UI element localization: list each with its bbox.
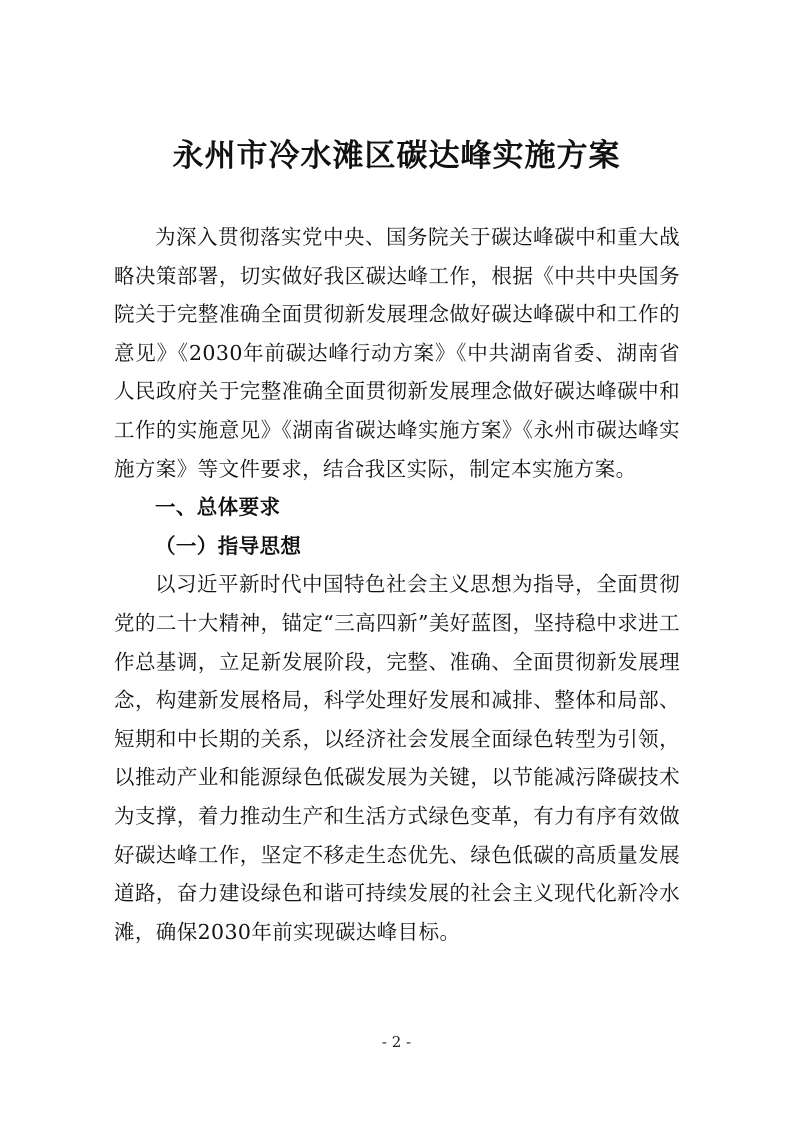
document-title: 永州市冷水滩区碳达峰实施方案 — [172, 138, 621, 174]
section-heading-overall-requirements: 一、总体要求 — [155, 495, 281, 520]
guiding-ideology-paragraph: 以习近平新时代中国特色社会主义思想为指导，全面贯彻党的二十大精神，锚定“三高四新”美好蓝图，坚持稳中求进工作总基调，立足新发展阶段，完整、准确、全面贯彻新发展理念，构建新发展格局，科学处理好发展和减排、整体和局部、短期和中长期的关系，以经济社会发展全面绿色转型为引领，以推动产业和能源绿色低碳发展为关键，以节能减污降碳技术为支撑，着力推动生产和生活方式绿色变革，有力有序有效做好碳达峰工作，坚定不移走生态优先、绿色低碳的高质量发展道路，奋力建设绿色和谐可持续发展的社会主义现代化新冷水滩，确保2030年前实现碳达峰目标。 — [114, 572, 680, 944]
page-number: - 2 - — [381, 1033, 412, 1051]
subsection-heading-guiding-ideology: （一）指导思想 — [155, 533, 302, 558]
document-body — [114, 218, 680, 951]
intro-paragraph: 为深入贯彻落实党中央、国务院关于碳达峰碳中和重大战略决策部署，切实做好我区碳达峰工作，根据《中共中央国务院关于完整准确全面贯彻新发展理念做好碳达峰碳中和工作的意见》《2030年前碳达峰行动方案》《中共湖南省委、湖南省人民政府关于完整准确全面贯彻新发展理念做好碳达峰碳中和工作的实施意见》《湖南省碳达峰实施方案》《永州市碳达峰实施方案》等文件要求，结合我区实际，制定本实施方案。 — [114, 225, 680, 481]
